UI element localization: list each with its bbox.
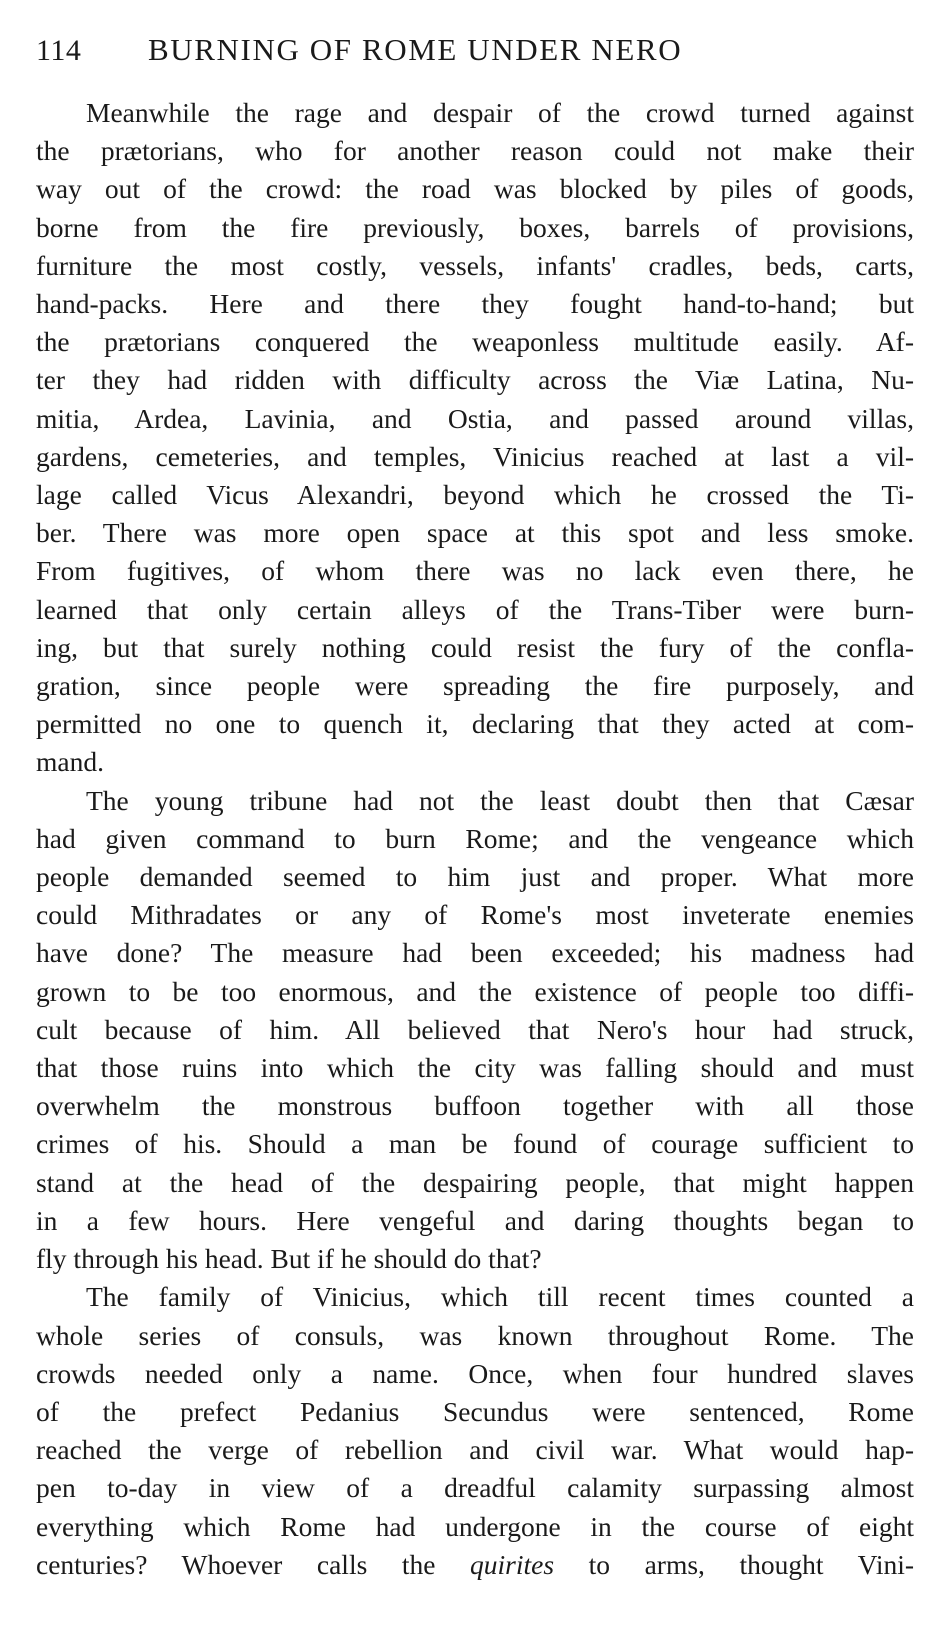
text-line: whole series of consuls, was known throughout Rome. The (36, 1319, 914, 1351)
text-line: The young tribune had not the least doubt then that Cæsar (86, 784, 914, 816)
text-line: the prætorians conquered the weaponless multitude easily. Af- (36, 326, 914, 358)
text-line: ber. There was more open space at this spot and less smoke. (36, 517, 914, 549)
italic-word-quirites: quirites (470, 1548, 555, 1580)
text-line: furniture the most costly, vessels, infants' cradles, beds, carts, (36, 249, 914, 281)
text-line: overwhelm the monstrous buffoon together with all those (36, 1090, 914, 1122)
text-line: have done? The measure had been exceeded; his madness had (36, 937, 914, 969)
text-line: everything which Rome had undergone in the course of eight (36, 1510, 914, 1542)
text-line: From fugitives, of whom there was no lack even there, he (36, 555, 914, 587)
text-line: ter they had ridden with difficulty across the Viæ Latina, Nu- (36, 364, 914, 396)
text-segment: to arms, thought Vini- (554, 1548, 915, 1580)
text-line: mitia, Ardea, Lavinia, and Ostia, and passed around villas, (36, 402, 914, 434)
paragraph-1 (36, 94, 914, 782)
text-line: people demanded seemed to him just and proper. What more (36, 861, 914, 893)
page-number: 114 (36, 34, 82, 67)
text-line: The family of Vinicius, which till recent times counted a (86, 1281, 914, 1313)
text-line-final (36, 1546, 914, 1584)
page-title: BURNING OF ROME UNDER NERO (148, 32, 683, 67)
text-line: learned that only certain alleys of the Trans-Tiber were burn- (36, 593, 914, 625)
text-line: reached the verge of rebellion and civil war. What would hap- (36, 1434, 914, 1466)
text-line: permitted no one to quench it, declaring that they acted at com- (36, 708, 914, 740)
text-line: mand. (36, 746, 104, 778)
text-line: the prætorians, who for another reason could not make their (36, 135, 914, 167)
text-line: cult because of him. All believed that Nero's hour had struck, (36, 1013, 914, 1045)
paragraph-3 (36, 1278, 914, 1584)
text-line: pen to-day in view of a dreadful calamity surpassing almost (36, 1472, 914, 1504)
text-line: crimes of his. Should a man be found of courage sufficient to (36, 1128, 914, 1160)
text-line: Meanwhile the rage and despair of the crowd turned against (86, 97, 914, 128)
text-line: grown to be too enormous, and the existence of people too diffi- (36, 975, 914, 1007)
body-text (36, 94, 914, 1584)
text-line: hand-packs. Here and there they fought hand-to-hand; but (36, 288, 914, 320)
text-line: had given command to burn Rome; and the vengeance which (36, 822, 914, 854)
book-page (36, 26, 914, 1584)
text-line: borne from the fire previously, boxes, barrels of provisions, (36, 211, 914, 243)
running-head (36, 26, 914, 76)
text-line: could Mithradates or any of Rome's most inveterate enemies (36, 899, 914, 931)
paragraph-2 (36, 782, 914, 1279)
text-line: gardens, cemeteries, and temples, Vinicius reached at last a vil- (36, 440, 914, 472)
text-line: fly through his head. But if he should do that? (36, 1243, 542, 1275)
text-line: of the prefect Pedanius Secundus were sentenced, Rome (36, 1395, 914, 1427)
text-segment: centuries? Whoever calls the (36, 1548, 471, 1580)
text-line: stand at the head of the despairing people, that might happen (36, 1166, 914, 1198)
text-line: gration, since people were spreading the fire purposely, and (36, 670, 914, 702)
text-line: lage called Vicus Alexandri, beyond which he crossed the Ti- (36, 479, 914, 511)
text-line: ing, but that surely nothing could resist the fury of the confla- (36, 631, 914, 663)
text-line: way out of the crowd: the road was blocked by piles of goods, (36, 173, 914, 205)
text-line: in a few hours. Here vengeful and daring thoughts began to (36, 1204, 914, 1236)
text-line: that those ruins into which the city was falling should and must (36, 1052, 914, 1084)
text-line: crowds needed only a name. Once, when four hundred slaves (36, 1357, 914, 1389)
